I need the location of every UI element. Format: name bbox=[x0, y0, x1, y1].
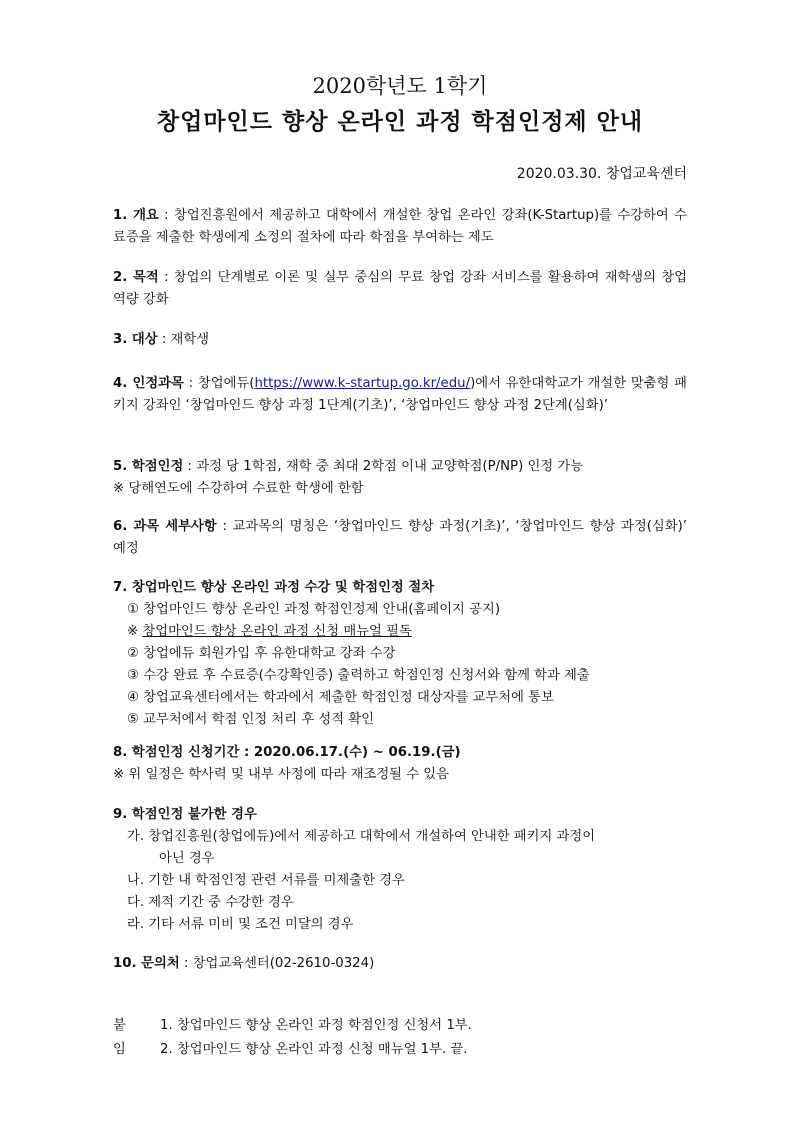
procedure-step-3: ③ 수강 완료 후 수료증(수강확인증) 출력하고 학점인정 신청서와 함께 학과 제출 bbox=[127, 668, 590, 683]
section-target bbox=[113, 329, 687, 351]
procedure-step-4: ④ 창업교육센터에서는 학과에서 제출한 학점인정 대상자를 교무처에 통보 bbox=[127, 690, 554, 705]
section-contact-text: : 창업교육센터(02-2610-0324) bbox=[179, 956, 375, 971]
section-overview-heading: 1. 개요 bbox=[113, 208, 159, 223]
ineligible-case-b: 나. 기한 내 학점인정 관련 서류를 미제출한 경우 bbox=[127, 873, 405, 888]
ineligible-case-a-continued: 아닌 경우 bbox=[159, 851, 215, 866]
section-recognized-course-heading: 4. 인정과목 bbox=[113, 376, 184, 391]
procedure-step-1: ① 창업마인드 향상 온라인 과정 학점인정제 안내(홈페이지 공지) bbox=[127, 602, 501, 617]
section-overview-text: : 창업진흥원에서 제공하고 대학에서 개설한 창업 온라인 강좌(K-Startup)를 수강하여 수료증을 제출한 학생에게 소정의 절차에 따라 학점을 부여하는 제도 bbox=[113, 208, 687, 245]
procedure-note bbox=[113, 621, 687, 643]
section-credit-recognition-note: ※ 당해연도에 수강하여 수료한 학생에 한함 bbox=[113, 481, 364, 496]
section-purpose-heading: 2. 목적 bbox=[113, 270, 159, 285]
section-contact bbox=[113, 953, 687, 975]
section-credit-recognition bbox=[113, 456, 687, 500]
section-purpose bbox=[113, 267, 687, 311]
section-ineligible-cases bbox=[113, 804, 687, 936]
section-contact-heading: 10. 문의처 bbox=[113, 956, 180, 971]
section-overview bbox=[113, 205, 687, 249]
issue-date-and-department: 2020.03.30. 창업교육센터 bbox=[516, 166, 687, 182]
procedure-note-mark: ※ bbox=[127, 624, 143, 639]
section-recognized-course-text-pre: : 창업에듀( bbox=[183, 376, 255, 391]
section-target-text: : 재학생 bbox=[157, 332, 210, 347]
ineligible-case-d: 라. 기타 서류 미비 및 조건 미달의 경우 bbox=[127, 917, 354, 932]
section-recognized-course-text-post: )에서 유한대학교가 개설한 맞춤형 패키지 강좌인 ‘창업마인드 향상 과정 1단계(기초)’, ‘창업마인드 향상 과정 2단계(심화)’ bbox=[113, 376, 687, 413]
section-procedure-heading: 7. 창업마인드 향상 온라인 과정 수강 및 학점인정 절차 bbox=[113, 580, 435, 595]
section-target-heading: 3. 대상 bbox=[113, 332, 158, 347]
document-title-line1: 2020학년도 1학기 bbox=[312, 74, 488, 98]
k-startup-edu-link[interactable]: https://www.k-startup.go.kr/edu/ bbox=[254, 376, 471, 391]
attachments-label: 붙임 bbox=[113, 1018, 126, 1057]
section-recognized-course bbox=[113, 373, 687, 417]
section-credit-recognition-heading: 5. 학점인정 bbox=[113, 459, 184, 474]
ineligible-case-c: 다. 제적 기간 중 수강한 경우 bbox=[127, 895, 294, 910]
procedure-step-2: ② 창업에듀 회원가입 후 유한대학교 강좌 수강 bbox=[127, 646, 396, 661]
ineligible-case-a: 가. 창업진흥원(창업에듀)에서 제공하고 대학에서 개설하여 안내한 패키지 과정이 bbox=[127, 829, 596, 844]
section-application-period-heading: 8. 학점인정 신청기간 bbox=[113, 745, 240, 760]
attachment-item-1: 1. 창업마인드 향상 온라인 과정 학점인정 신청서 1부. bbox=[160, 1018, 472, 1033]
section-ineligible-cases-heading: 9. 학점인정 불가한 경우 bbox=[113, 807, 257, 822]
section-application-period-note: ※ 위 일정은 학사력 및 내부 사정에 따라 재조정될 수 있음 bbox=[113, 767, 449, 782]
section-course-details-text: : 교과목의 명칭은 ‘창업마인드 향상 과정(기초)’, ‘창업마인드 향상 과정(심화)’ 예정 bbox=[113, 519, 687, 556]
section-application-period-dates: : 2020.06.17.(수) ~ 06.19.(금) bbox=[239, 745, 461, 760]
document-title-line2: 창업마인드 향상 온라인 과정 학점인정제 안내 bbox=[156, 108, 644, 135]
attachment-item-2: 2. 창업마인드 향상 온라인 과정 신청 매뉴얼 1부. 끝. bbox=[160, 1042, 468, 1057]
section-procedure bbox=[113, 577, 687, 731]
section-application-period bbox=[113, 742, 687, 786]
procedure-note-text: 창업마인드 향상 온라인 과정 신청 매뉴얼 필독 bbox=[142, 624, 412, 639]
section-course-details bbox=[113, 516, 687, 560]
section-purpose-text: : 창업의 단계별로 이론 및 실무 중심의 무료 창업 강좌 서비스를 활용하여 재학생의 창업 역량 강화 bbox=[113, 270, 687, 307]
section-credit-recognition-text: : 과정 당 1학점, 재학 중 최대 2학점 이내 교양학점(P/NP) 인정 가능 bbox=[183, 459, 584, 474]
section-course-details-heading: 6. 과목 세부사항 bbox=[113, 519, 217, 534]
procedure-step-5: ⑤ 교무처에서 학점 인정 처리 후 성적 확인 bbox=[127, 712, 375, 727]
